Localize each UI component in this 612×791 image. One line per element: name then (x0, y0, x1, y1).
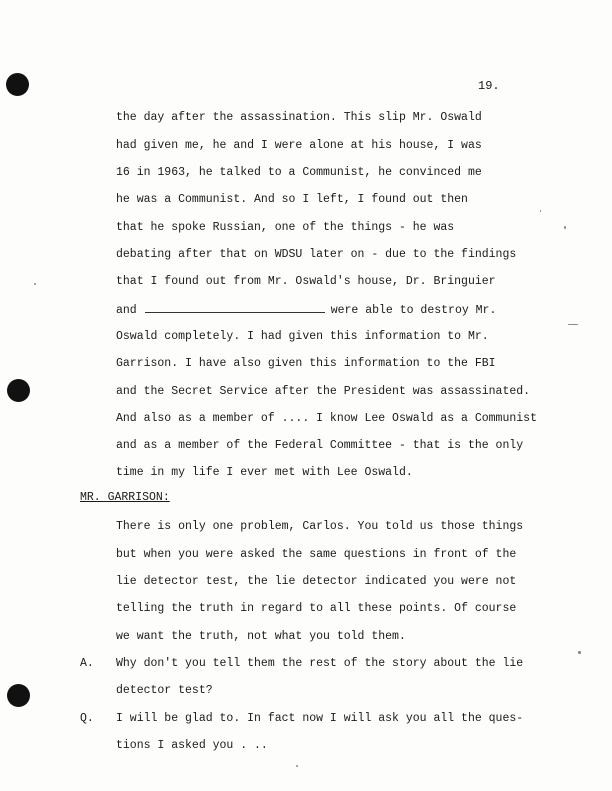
question-line: tions I asked you . .. (116, 739, 268, 752)
punch-hole-middle (7, 379, 30, 402)
garrison-line: we want the truth, not what you told them. (116, 630, 406, 643)
body-line: the day after the assassination. This slip Mr. Oswald (116, 111, 482, 124)
body-line: he was a Communist. And so I left, I found out then (116, 193, 468, 206)
scan-speck (296, 765, 298, 767)
punch-hole-top (6, 73, 29, 96)
garrison-line: but when you were asked the same questions in front of the (116, 548, 517, 561)
scan-speck (568, 324, 578, 325)
blank-line-sentence (116, 303, 496, 318)
body-line: 16 in 1963, he talked to a Communist, he convinced me (116, 166, 482, 179)
question-label: Q. (80, 712, 94, 725)
answer-label: A. (80, 657, 94, 670)
body-line: and as a member of the Federal Committee - that is the only (116, 439, 524, 452)
body-line: had given me, he and I were alone at his house, I was (116, 139, 482, 152)
speaker-label: MR. GARRISON: (80, 491, 170, 504)
blank-line-prefix: and (116, 304, 137, 317)
body-line: debating after that on WDSU later on - due to the findings (116, 248, 517, 261)
punch-hole-bottom (7, 684, 30, 707)
page-number: 19. (478, 79, 500, 93)
garrison-line: There is only one problem, Carlos. You told us those things (116, 520, 524, 533)
answer-line: detector test? (116, 684, 213, 697)
garrison-line: telling the truth in regard to all these points. Of course (116, 602, 517, 615)
blank-line-suffix: were able to destroy Mr. (330, 304, 497, 317)
body-line: And also as a member of .... I know Lee Oswald as a Communist (116, 412, 537, 425)
scan-speck (578, 651, 581, 654)
body-line: Garrison. I have also given this information to the FBI (116, 357, 496, 370)
body-line: Oswald completely. I had given this information to Mr. (116, 330, 489, 343)
answer-line: Why don't you tell them the rest of the story about the lie (116, 657, 524, 670)
scan-speck (34, 283, 36, 285)
garrison-line: lie detector test, the lie detector indicated you were not (116, 575, 517, 588)
scan-speck (540, 210, 541, 212)
body-line: and the Secret Service after the President was assassinated. (116, 385, 531, 398)
redacted-blank (145, 303, 325, 313)
body-line: time in my life I ever met with Lee Oswald. (116, 466, 413, 479)
body-line: that I found out from Mr. Oswald's house, Dr. Bringuier (116, 275, 496, 288)
scan-speck (564, 226, 566, 229)
body-line: that he spoke Russian, one of the things - he was (116, 221, 455, 234)
question-line: I will be glad to. In fact now I will ask you all the ques- (116, 712, 524, 725)
